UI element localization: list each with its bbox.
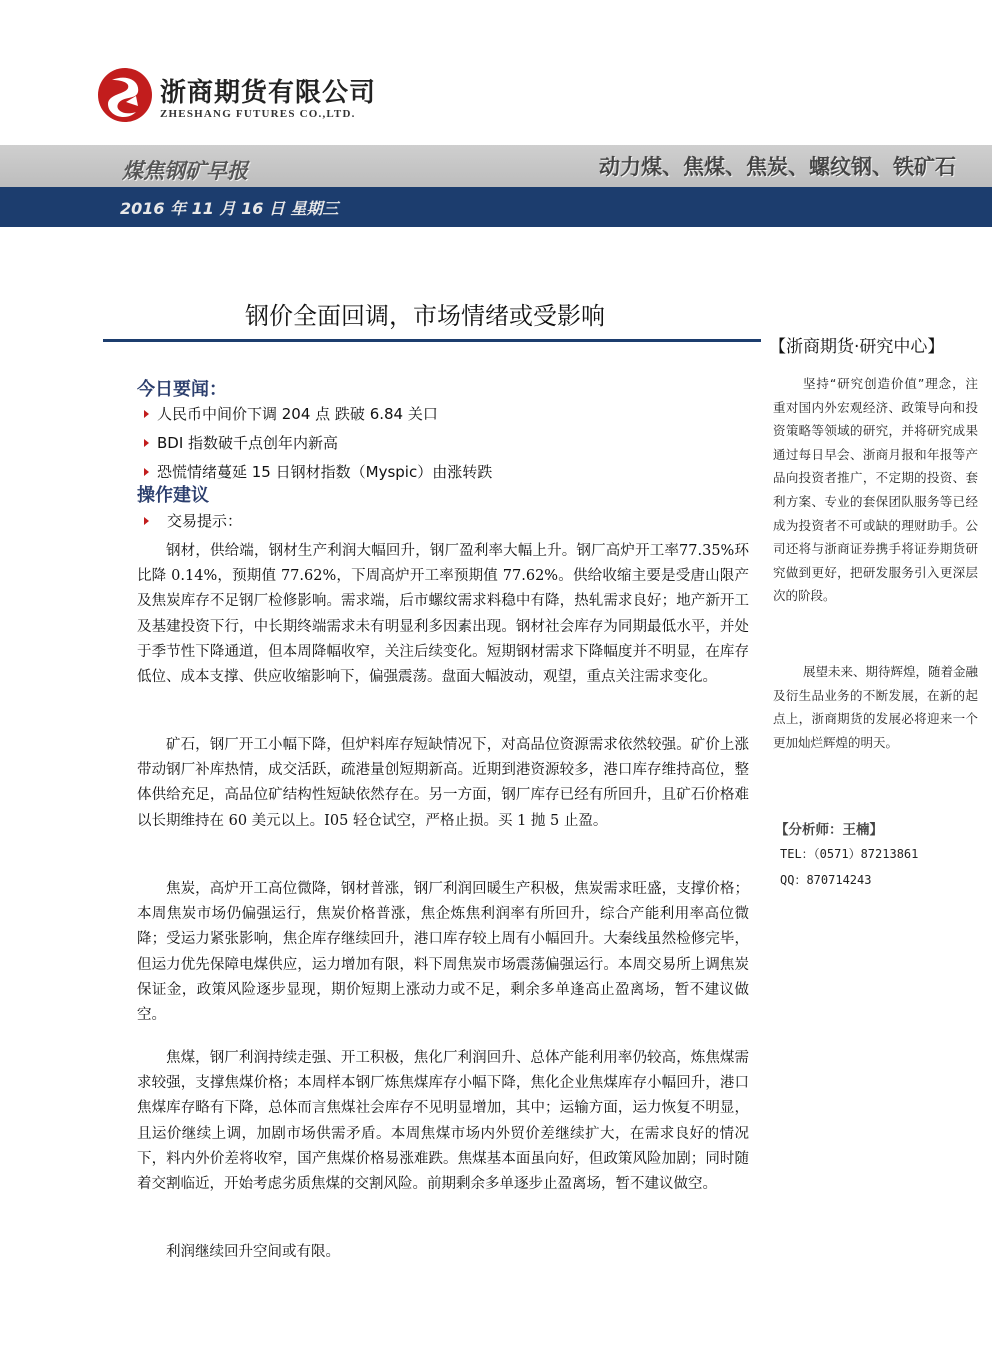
trade-tip-label: 交易提示： (167, 512, 243, 530)
analyst-name: 【分析师：王楠】 (775, 822, 883, 838)
zheshang-logo-icon (96, 66, 154, 124)
paragraph-coke: 焦炭，高炉开工高位微降，钢材普涨，钢厂利润回暖生产积极，焦炭需求旺盛，支撑价格；本周焦炭市场仍偏强运行，焦炭价格普涨，焦企炼焦利润率有所回升，综合产能利用率高位微降；受运力紧张影响，焦企库存继续回升，港口库存较上周有小幅回升。大秦线虽然检修完毕，但运力优先保障电煤供应，运力增加有限，料下周焦炭市场震荡偏强运行。本周交易所上调焦炭保证金，政策风险逐步显现，期价短期上涨动力或不足，剩余多单逢高止盈离场，暂不建议做空。 (137, 881, 749, 1024)
report-topics: 动力煤、焦煤、焦炭、螺纹钢、铁矿石 (599, 155, 956, 179)
headline-divider (103, 339, 761, 342)
report-name: 煤焦钢矿早报 (122, 159, 248, 183)
ops-section-title: 操作建议 (137, 485, 209, 506)
list-item (140, 432, 492, 461)
sidebar-outlook: 展望未来、期待辉煌，随着金融及衍生品业务的不断发展，在新的起点上，浙商期货的发展必将迎来一个更加灿烂辉煌的明天。 (773, 664, 979, 750)
paragraph-iron-ore: 矿石，钢厂开工小幅下降，但炉料库存短缺情况下，对高品位资源需求依然较强。矿价上涨带动钢厂补库热情，成交活跃，疏港量创短期新高。近期到港资源较多，港口库存维持高位，整体供给充足，高品位矿结构性短缺依然存在。另一方面，钢厂库存已经有所回升，且矿石价格难以长期维持在 60 美元以上。I05 轻仓试空，严格止损。买 1 抛 5 止盈。 (137, 737, 749, 829)
trade-tip (140, 510, 242, 531)
triangle-bullet-icon (144, 468, 149, 476)
news-section-title: 今日要闻： (137, 379, 227, 400)
list-item (140, 403, 492, 432)
news-item-text: 恐慌情绪蔓延 15 日钢材指数（Myspic）由涨转跌 (157, 463, 493, 481)
article-headline: 钢价全面回调，市场情绪或受影响 (245, 302, 605, 330)
company-name-en: ZHESHANG FUTURES CO.,LTD. (160, 108, 356, 120)
paragraph-profit: 利润继续回升空间或有限。 (166, 1244, 340, 1260)
triangle-bullet-icon (144, 517, 149, 525)
report-date: 2016 年 11 月 16 日 星期三 (120, 199, 339, 218)
news-item-text: 人民币中间价下调 204 点 跌破 6.84 关口 (157, 405, 438, 423)
paragraph-steel: 钢材，供给端，钢材生产利润大幅回升，钢厂盈利率大幅上升。钢厂高炉开工率77.35%环比降 0.14%，预期值 77.62%，下周高炉开工率预期值 77.62%。供给收缩主要是受唐山限产及焦炭库存不足钢厂检修影响。需求端，后市螺纹需求料稳中有降，热轧需求良好；地产新开工及基建投资下行，中长期终端需求未有明显利多因素出现。钢材社会库存为同期最低水平，并处于季节性下降通道，但本周降幅收窄，关注后续变化。短期钢材需求下降幅度并不明显，在库存低位、成本支撑、供应收缩影响下，偏强震荡。盘面大幅波动，观望，重点关注需求变化。 (137, 543, 749, 686)
triangle-bullet-icon (144, 410, 149, 418)
sidebar-title: 【浙商期货·研究中心】 (769, 337, 945, 357)
paragraph-coking-coal: 焦煤，钢厂利润持续走强、开工积极，焦化厂利润回升、总体产能利用率仍较高，炼焦煤需求较强，支撑焦煤价格；本周样本钢厂炼焦煤库存小幅下降，焦化企业焦煤库存小幅回升，港口焦煤库存略有下降，总体而言焦煤社会库存不见明显增加，其中；运输方面，运力恢复不明显，且运价继续上调，加剧市场供需矛盾。本周焦煤市场内外贸价差继续扩大，在需求良好的情况下，料内外价差将收窄，国产焦煤价格易涨难跌。焦煤基本面虽向好，但政策风险加剧；同时随着交割临近，开始考虑劣质焦煤的交割风险。前期剩余多单逐步止盈离场，暂不建议做空。 (137, 1050, 749, 1193)
analyst-qq: QQ：870714243 (780, 873, 872, 887)
triangle-bullet-icon (144, 439, 149, 447)
company-name-cn: 浙商期货有限公司 (160, 78, 377, 108)
news-item-text: BDI 指数破千点创年内新高 (157, 434, 339, 452)
sidebar-intro: 坚持“研究创造价值”理念，注重对国内外宏观经济、政策导向和投资策略等领域的研究，并将研究成果通过每日早会、浙商月报和年报等产品向投资者推广，不定期的投资、套利方案、专业的套保团队服务等已经成为投资者不可或缺的理财助手。公司还将与浙商证券携手将证券期货研究做到更好，把研发服务引入更深层次的阶段。 (773, 376, 978, 604)
analyst-tel: TEL：（0571）87213861 (780, 847, 919, 861)
news-list (140, 403, 492, 490)
